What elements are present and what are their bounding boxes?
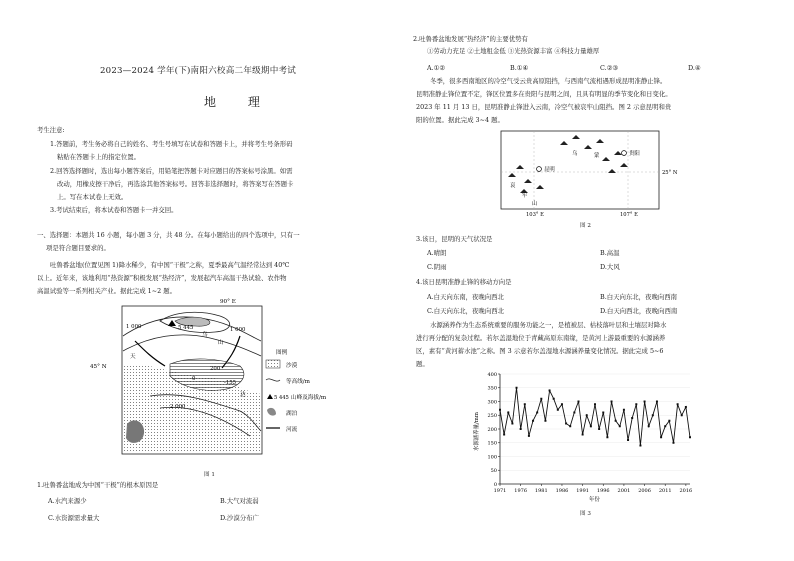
chart-data-point bbox=[553, 398, 555, 400]
chart-y-tick-label: 350 bbox=[487, 385, 497, 392]
q3-stem: 3.该日，昆明的天气状况是 bbox=[416, 235, 493, 243]
intro2-line-1: 冬季，很多西南地区的冷空气受云贵高原阻挡，与西南气流相遇形成昆明准静止锋。 bbox=[430, 77, 667, 85]
q3-option-c[interactable]: C.阴雨 bbox=[427, 263, 447, 271]
intro2-line-4: 阳的位置。据此完成 3~4 题。 bbox=[416, 116, 504, 124]
chart-data-point bbox=[602, 412, 604, 414]
fig2-lon-label-2: 107° E bbox=[620, 212, 638, 218]
chart-y-tick-label: 250 bbox=[487, 413, 497, 420]
chart-data-point bbox=[561, 403, 563, 405]
chart-data-point bbox=[623, 409, 625, 411]
intro2-line-2: 昆明准静止锋位置不定，锋区位置多在贵阳与昆明之间，且具有明显的季节变化和日变化。 bbox=[416, 90, 672, 98]
chart-data-point bbox=[619, 425, 621, 427]
q2-option-a[interactable]: A.①② bbox=[427, 64, 446, 72]
chart-data-point bbox=[499, 409, 501, 411]
chart-data-point bbox=[582, 434, 584, 436]
kunming-label: 昆明 bbox=[544, 167, 555, 173]
q1-option-b[interactable]: B.大气对流弱 bbox=[220, 497, 259, 505]
chart-y-axis-label: 水源涵养量/mm bbox=[474, 412, 480, 451]
chart-data-point bbox=[557, 409, 559, 411]
legend-desert-label: 沙漠 bbox=[286, 363, 298, 369]
legend-desert-swatch bbox=[266, 360, 280, 368]
chart-y-tick-label: 300 bbox=[487, 399, 497, 406]
notice-line-5: 上。写在本试卷上无效。 bbox=[57, 193, 128, 201]
q1-stem: 1.吐鲁番盆地成为中国“干极”的根本原因是 bbox=[37, 481, 159, 489]
chart-x-tick-label: 2001 bbox=[617, 488, 631, 494]
fig2-char-lao: 牢 bbox=[522, 193, 528, 199]
chart-data-point bbox=[524, 403, 526, 405]
intro3-line-4: 题。 bbox=[416, 360, 429, 368]
q4-option-d[interactable]: D.白天向西北，夜晚向西南 bbox=[600, 307, 678, 315]
chart-y-tick-label: 150 bbox=[487, 440, 497, 447]
figure-2-map bbox=[500, 127, 680, 219]
q1-option-d[interactable]: D.沙漠分布广 bbox=[220, 514, 259, 522]
legend-river-label: 河流 bbox=[286, 427, 298, 433]
chart-x-tick-label: 2011 bbox=[658, 488, 672, 494]
intro3-line-3: 区，素有“黄河蓄水池”之称。图 3 示意若尔盖湿地水源涵养量变化情况。据此完成 5~6 bbox=[416, 347, 664, 355]
chart-data-point bbox=[611, 401, 613, 403]
chart-data-point bbox=[577, 401, 579, 403]
subject-title: 地 理 bbox=[204, 95, 274, 109]
notice-line-6: 3.考试结束后，将本试卷和答题卡一并交回。 bbox=[50, 206, 178, 214]
chart-data-point bbox=[516, 387, 518, 389]
chart-data-point bbox=[569, 425, 571, 427]
chart-data-point bbox=[532, 420, 534, 422]
fig2-char-meng: 蒙 bbox=[594, 153, 600, 159]
chart-data-point bbox=[520, 428, 522, 430]
guiyang-marker bbox=[622, 151, 627, 156]
legend-contour-label: 等高线/m bbox=[286, 379, 310, 385]
q2-option-d[interactable]: D.④ bbox=[688, 64, 701, 72]
chart-data-point bbox=[689, 436, 691, 438]
chart-x-tick-label: 2016 bbox=[679, 488, 693, 494]
intro1-line-1: 吐鲁番盆地(位置见图 1)降水稀少，有中国“干极”之称，夏季最高气温经常达到 40℃ bbox=[50, 261, 290, 269]
legend-peak-value: 5 445 bbox=[274, 395, 289, 401]
map-val-155: -155 bbox=[224, 380, 237, 386]
chart-data-point bbox=[656, 401, 658, 403]
chart-data-point bbox=[598, 428, 600, 430]
map-place-wu: 乌 bbox=[202, 332, 208, 338]
lake-shape bbox=[126, 420, 144, 443]
chart-x-tick-label: 1981 bbox=[534, 488, 548, 494]
chart-data-point bbox=[573, 412, 575, 414]
chart-y-tick-label: 50 bbox=[490, 468, 497, 475]
chart-x-tick-label: 1986 bbox=[555, 488, 569, 494]
chart-y-tick-label: 400 bbox=[487, 371, 497, 378]
map-lat-label: 45° N bbox=[90, 364, 107, 370]
chart-data-point bbox=[540, 398, 542, 400]
figure-1-map bbox=[90, 296, 360, 466]
chart-data-point bbox=[507, 412, 509, 414]
chart-data-point bbox=[503, 434, 505, 436]
notice-line-2: 粘贴在答题卡上的指定位置。 bbox=[57, 153, 141, 161]
chart-y-tick-label: 100 bbox=[487, 454, 497, 461]
chart-data-point bbox=[511, 423, 513, 425]
chart-data-point bbox=[536, 412, 538, 414]
chart-data-point bbox=[586, 414, 588, 416]
fig2-char-shan: 山 bbox=[532, 201, 538, 207]
notice-line-1: 1.答题前，考生务必将自己的姓名、考生号填写在试卷和答题卡上，并将考生号条形码 bbox=[50, 140, 293, 148]
map-contour-1000b: 1 000 bbox=[230, 327, 246, 333]
chart-data-point bbox=[660, 436, 662, 438]
q2-option-c[interactable]: C.②③ bbox=[600, 64, 619, 72]
fig2-char-wu: 乌 bbox=[572, 151, 578, 157]
chart-x-tick-label: 1996 bbox=[596, 488, 610, 494]
intro1-line-3: 高温试验等一系列相关产业。据此完成 1~2 题。 bbox=[37, 287, 176, 295]
chart-x-tick-label: 2006 bbox=[638, 488, 651, 494]
q4-stem: 4.该日昆明准静止锋的移动方向是 bbox=[416, 278, 512, 286]
chart-data-point bbox=[549, 390, 551, 392]
chart-data-point bbox=[635, 403, 637, 405]
q4-option-b[interactable]: B.白天向东北，夜晚向西南 bbox=[600, 293, 678, 301]
map-val-200: 200 bbox=[210, 366, 221, 372]
q4-option-c[interactable]: C.白天向东北，夜晚向西北 bbox=[427, 307, 504, 315]
notice-title: 考生注意: bbox=[37, 126, 65, 134]
exam-title: 2023—2024 学年(下)南阳六校高二年级期中考试 bbox=[100, 66, 297, 76]
q2-stem: 2.吐鲁番盆地发展“热经济”的主要优势有 bbox=[413, 35, 528, 43]
chart-data-point bbox=[544, 420, 546, 422]
intro2-line-3: 2023 年 11 月 13 日，昆明准静止锋进入云南，冷空气被哀牢山阻挡。图 2 示意昆明和贵 bbox=[416, 103, 672, 111]
guiyang-label: 贵阳 bbox=[629, 151, 640, 157]
map-lon-label: 90° E bbox=[220, 299, 236, 305]
chart-data-point bbox=[672, 442, 674, 444]
map-place-da: 达 bbox=[240, 392, 246, 398]
chart-x-tick-label: 1991 bbox=[576, 488, 589, 494]
chart-data-point bbox=[644, 401, 646, 403]
q1-option-c[interactable]: C.水资源需求量大 bbox=[48, 514, 100, 522]
chart-data-point bbox=[664, 425, 666, 427]
q3-option-a[interactable]: A.晴朗 bbox=[427, 249, 447, 257]
section-line-1: 一、选择题：本题共 16 小题，每小题 3 分，共 48 分。在每小题给出的四个选项中，只有一 bbox=[37, 231, 300, 239]
legend-lake-label: 湖泊 bbox=[286, 411, 298, 417]
chart-data-point bbox=[648, 425, 650, 427]
legend-contour-swatch bbox=[266, 379, 280, 381]
chart-data-point bbox=[606, 436, 608, 438]
chart-data-point bbox=[615, 420, 617, 422]
q2-items: ①劳动力充足 ②土地租金低 ③光热资源丰富 ④科技力量雄厚 bbox=[427, 47, 600, 55]
notice-line-3: 2.回答选择题时，选出每小题答案后，用铅笔把答题卡对应题目的答案标号涂黑。如需 bbox=[50, 167, 293, 175]
chart-data-point bbox=[594, 403, 596, 405]
map-val-0: 0 bbox=[192, 376, 196, 382]
figure-1-caption: 图 1 bbox=[204, 472, 215, 478]
intro3-line-1: 水源涵养作为生态系统重要的服务功能之一，是植被层、枯枝落叶层和土壤层对降水 bbox=[430, 321, 667, 329]
chart-data-point bbox=[668, 420, 670, 422]
notice-line-4: 改动，用橡皮擦干净后，再选涂其他答案标号。回答非选择题时，将答案写在答题卡 bbox=[57, 180, 294, 188]
fig2-lat-label: 25° N bbox=[662, 170, 678, 176]
fig2-lon-label-1: 103° E bbox=[526, 212, 544, 218]
chart-x-axis-label: 年份 bbox=[589, 497, 600, 503]
chart-y-tick-label: 0 bbox=[493, 481, 497, 488]
map-contour-2000: 2 000 bbox=[170, 404, 186, 410]
map-peak-value: 5 445 bbox=[178, 325, 194, 331]
legend-lake-swatch bbox=[267, 408, 276, 416]
fig2-char-ai: 哀 bbox=[510, 183, 516, 189]
chart-data-point bbox=[639, 445, 641, 447]
legend-title: 图例 bbox=[276, 350, 288, 356]
kunming-marker bbox=[537, 167, 542, 172]
figure-2-caption: 图 2 bbox=[580, 223, 591, 229]
map-place-shan: 山 bbox=[218, 340, 224, 346]
legend-peak-label: 山峰及海拔/m bbox=[291, 395, 327, 401]
q4-option-a[interactable]: A.白天向东南，夜晚向西北 bbox=[427, 293, 504, 301]
chart-x-tick-label: 1971 bbox=[493, 488, 507, 494]
chart-x-tick-label: 1976 bbox=[514, 488, 528, 494]
chart-data-point bbox=[627, 439, 629, 441]
map-place-tian: 天 bbox=[130, 354, 136, 360]
intro3-line-2: 进行再分配的复杂过程。若尔盖湿地位于青藏高原东南缘，是黄河上游最重要的水源涵养 bbox=[416, 334, 666, 342]
figure-3-chart bbox=[470, 366, 700, 506]
q3-option-d[interactable]: D.大风 bbox=[600, 263, 620, 271]
map-contour-1000a: 1 000 bbox=[126, 324, 142, 330]
chart-data-point bbox=[631, 417, 633, 419]
chart-data-point bbox=[528, 435, 530, 437]
chart-data-point bbox=[685, 406, 687, 408]
figure-3-caption: 图 3 bbox=[580, 511, 591, 517]
q2-option-b[interactable]: B.①④ bbox=[510, 64, 529, 72]
chart-data-point bbox=[590, 425, 592, 427]
chart-data-point bbox=[681, 414, 683, 416]
chart-data-point bbox=[652, 414, 654, 416]
q3-option-b[interactable]: B.高温 bbox=[600, 249, 620, 257]
q1-option-a[interactable]: A.水汽来源少 bbox=[48, 497, 87, 505]
intro1-line-2: 以上。近年来，该地利用“热资源”积极发展“热经济”，发展起汽车高温干热试验、农作物 bbox=[37, 274, 287, 282]
legend-peak-icon bbox=[267, 394, 273, 399]
chart-data-point bbox=[565, 423, 567, 425]
section-line-2: 项是符合题目要求的。 bbox=[46, 244, 110, 252]
chart-y-tick-label: 200 bbox=[487, 426, 497, 433]
chart-data-point bbox=[677, 403, 679, 405]
